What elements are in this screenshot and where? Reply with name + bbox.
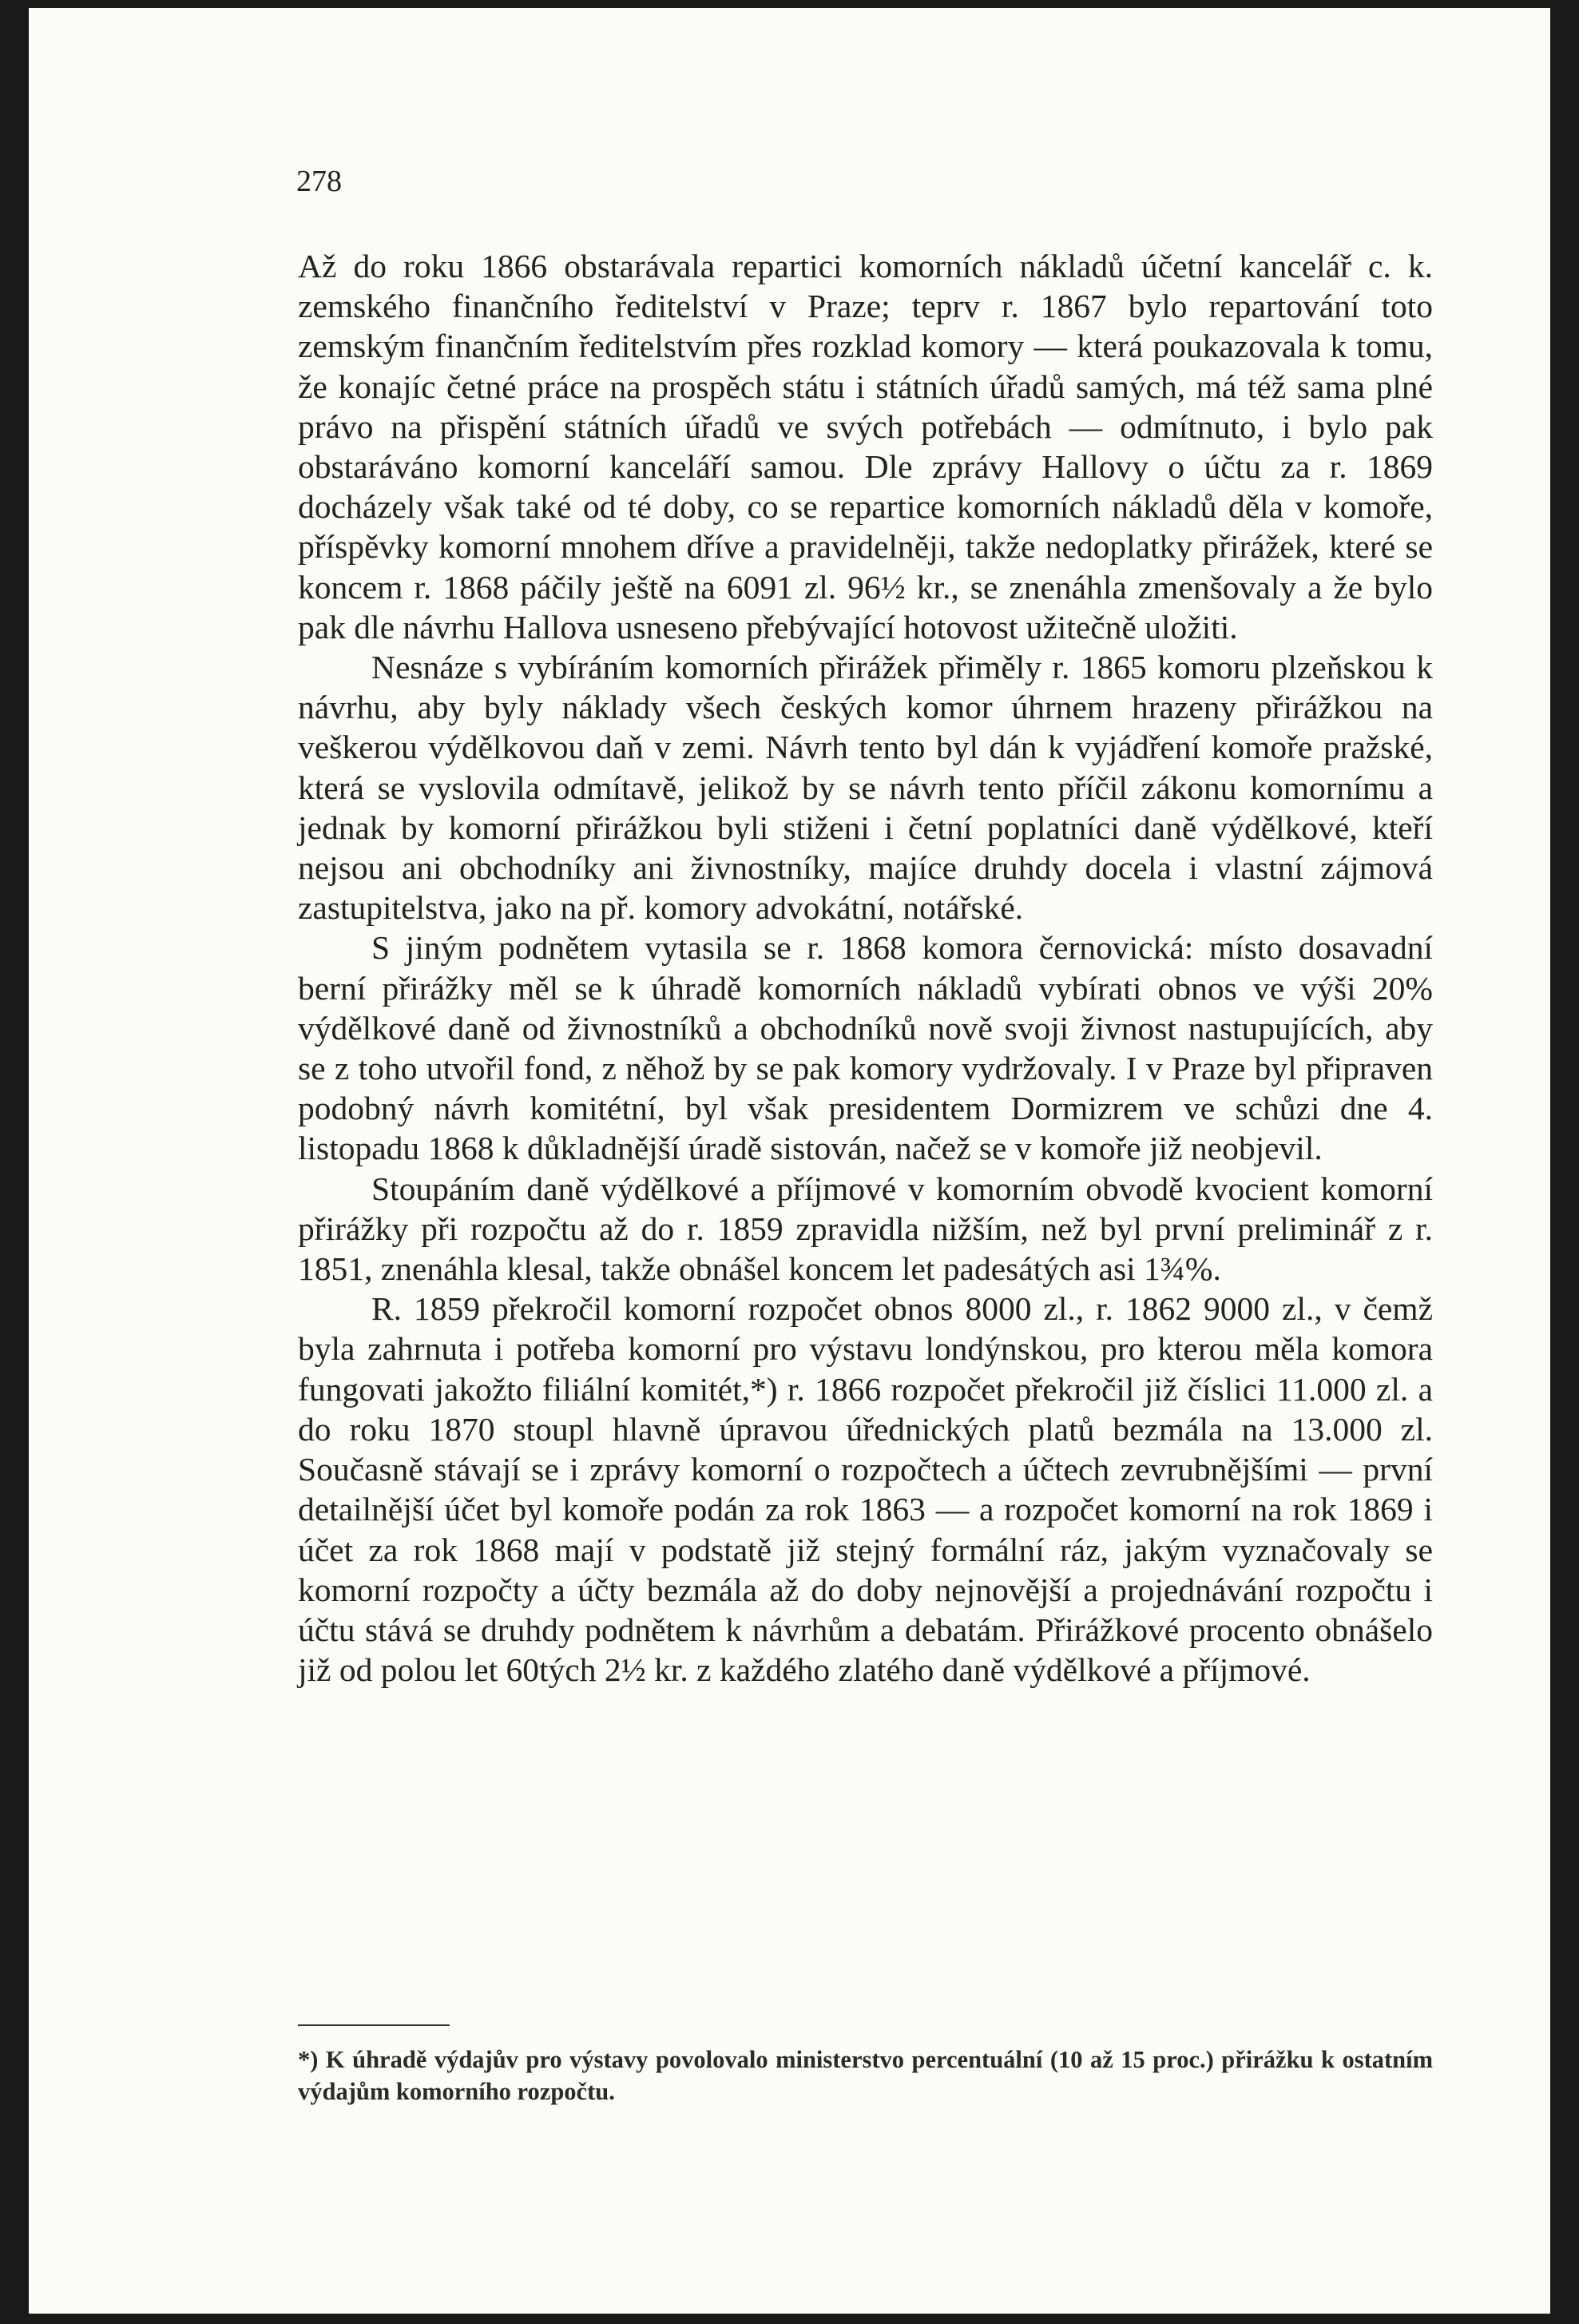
footnote-text: *) K úhradě výdajův pro výstavy povolovalo ministerstvo percentuální (10 až 15 proc.) přirážku k ostatním výdajům komorního rozpočtu. [298,2046,1433,2105]
paragraph: S jiným podnětem vytasila se r. 1868 komora černovická: místo dosavadní berní přirážky měl se k úhradě komorních nákladů vybírati obnos ve výši 20% výdělkové daně od živnostníků a obchodníků nově svoji živnost nastupujících, aby se z toho utvořil fond, z něhož by se pak komory vydržovaly. I v Praze byl připraven podobný návrh komitétní, byl však presidentem Dormizrem ve schůzi dne 4. listopadu 1868 k důkladnější úradě sistován, načež se v komoře již neobjevil. [298,929,1433,1167]
scanned-page [29,8,1550,2314]
page-number: 278 [296,165,342,198]
paragraph: R. 1859 překročil komorní rozpočet obnos 8000 zl., r. 1862 9000 zl., v čemž byla zahrnuta i potřeba komorní pro výstavu londýnskou, pro kterou měla komora fungovati jakožto filiální komitét,*) r. 1866 rozpočet překročil již číslici 11.000 zl. a do roku 1870 stoupl hlavně úpravou úřednických platů bezmála na 13.000 zl. Současně stávají se i zprávy komorní o rozpočtech a účtech zevrubnějšími — první detailnější účet byl komoře podán za rok 1863 — a rozpočet komorní na rok 1869 i účet za rok 1868 mají v podstatě již stejný formální ráz, jakým vyznačovaly se komorní rozpočty a účty bezmála až do doby nejnovější a projednávání rozpočtu i účtu stává se druhdy podnětem k návrhům a debatám. Přirážkové procento obnášelo již od polou let 60tých 2½ kr. z každého zlatého daně výdělkové a příjmové. [298,1290,1433,1689]
footnote-divider [298,2024,450,2026]
body-text [298,246,1433,1690]
paragraph: Až do roku 1866 obstarávala repartici komorních nákladů účetní kancelář c. k. zemského finančního ředitelství v Praze; teprv r. 1867 bylo repartování toto zemským finančním ředitelstvím přes rozklad komory — která poukazovala k tomu, že konajíc četné práce na prospěch státu i státních úřadů samých, má též sama plné právo na přispění státních úřadů ve svých potřebách — odmítnuto, i bylo pak obstaráváno komorní kanceláří samou. Dle zprávy Hallovy o účtu za r. 1869 docházely však také od té doby, co se repartice komorních nákladů děla v komoře, příspěvky komorní mnohem dříve a pravidelněji, takže nedoplatky přirážek, které se koncem r. 1868 páčily ještě na 6091 zl. 96½ kr., se znenáhla zmenšovaly a že bylo pak dle návrhu Hallova usneseno přebývající hotovost užitečně uložiti. [298,248,1433,646]
paragraph: Stoupáním daně výdělkové a příjmové v komorním obvodě kvocient komorní přirážky při rozpočtu až do r. 1859 zpravidla nižším, než byl první preliminář z r. 1851, znenáhla klesal, takže obnášel koncem let padesátých asi 1¾%. [298,1170,1433,1288]
footnote [298,2044,1433,2107]
paragraph: Nesnáze s vybíráním komorních přirážek přiměly r. 1865 komoru plzeňskou k návrhu, aby byly náklady všech českých komor úhrnem hrazeny přirážkou na veškerou výdělkovou daň v zemi. Návrh tento byl dán k vyjádření komoře pražské, která se vyslovila odmítavě, jelikož by se návrh tento příčil zákonu komornímu a jednak by komorní přirážkou byli stiženi i četní poplatníci daně výdělkové, kteří nejsou ani obchodníky ani živnostníky, majíce druhdy docela i vlastní zájmová zastupitelstva, jako na př. komory advokátní, notářské. [298,649,1433,927]
